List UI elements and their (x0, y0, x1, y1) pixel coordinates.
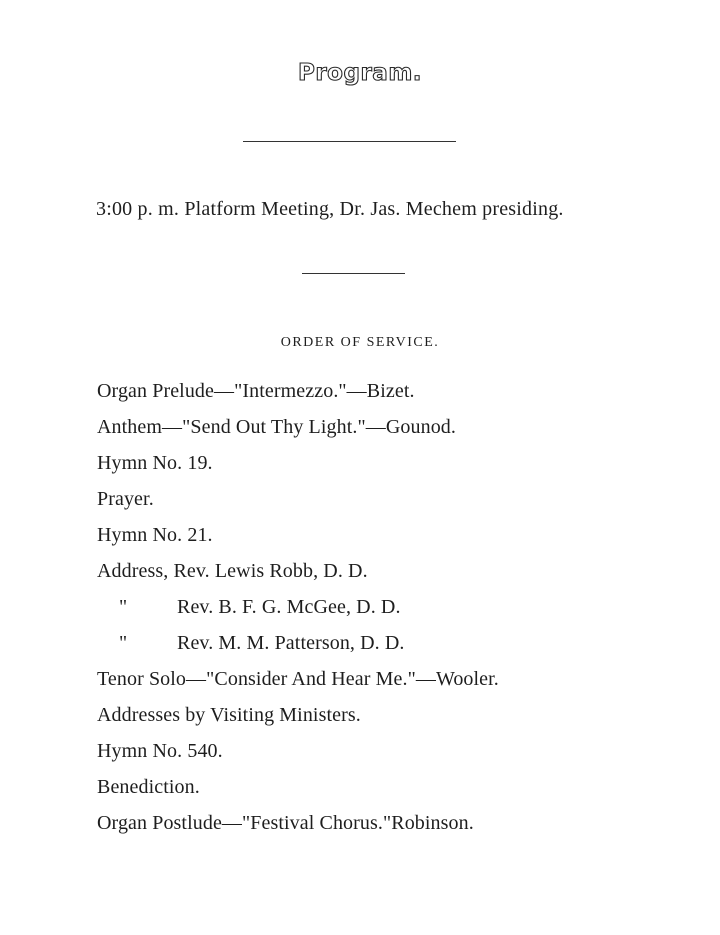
service-item-hymn-21: Hymn No. 21. (97, 524, 213, 546)
section-divider (302, 273, 405, 274)
service-item-organ-postlude: Organ Postlude—"Festival Chorus."Robinson. (97, 812, 474, 834)
service-item-tenor-solo: Tenor Solo—"Consider And Hear Me."—Wooler. (97, 668, 499, 690)
ditto-mark: " (119, 596, 128, 618)
page-title: Program. (297, 60, 423, 86)
title-divider (243, 141, 456, 142)
service-item-address-mcgee (97, 594, 499, 630)
service-item-address-robb: Address, Rev. Lewis Robb, D. D. (97, 560, 368, 582)
address-speaker: Rev. B. F. G. McGee, D. D. (177, 596, 401, 618)
service-item-hymn-540: Hymn No. 540. (97, 740, 223, 762)
service-item-address-patterson (97, 630, 499, 666)
service-item-prayer: Prayer. (97, 488, 154, 510)
address-speaker: Rev. M. M. Patterson, D. D. (177, 632, 405, 654)
ditto-mark: " (119, 632, 128, 654)
service-items-list (97, 378, 499, 846)
service-item-organ-prelude: Organ Prelude—"Intermezzo."—Bizet. (97, 380, 415, 402)
service-item-benediction: Benediction. (97, 776, 200, 798)
service-item-hymn-19: Hymn No. 19. (97, 452, 213, 474)
order-of-service-heading: ORDER OF SERVICE. (280, 335, 440, 350)
platform-meeting-line: 3:00 p. m. Platform Meeting, Dr. Jas. Mechem presiding. (96, 198, 564, 220)
service-item-anthem: Anthem—"Send Out Thy Light."—Gounod. (97, 416, 456, 438)
service-item-visiting-ministers: Addresses by Visiting Ministers. (97, 704, 361, 726)
